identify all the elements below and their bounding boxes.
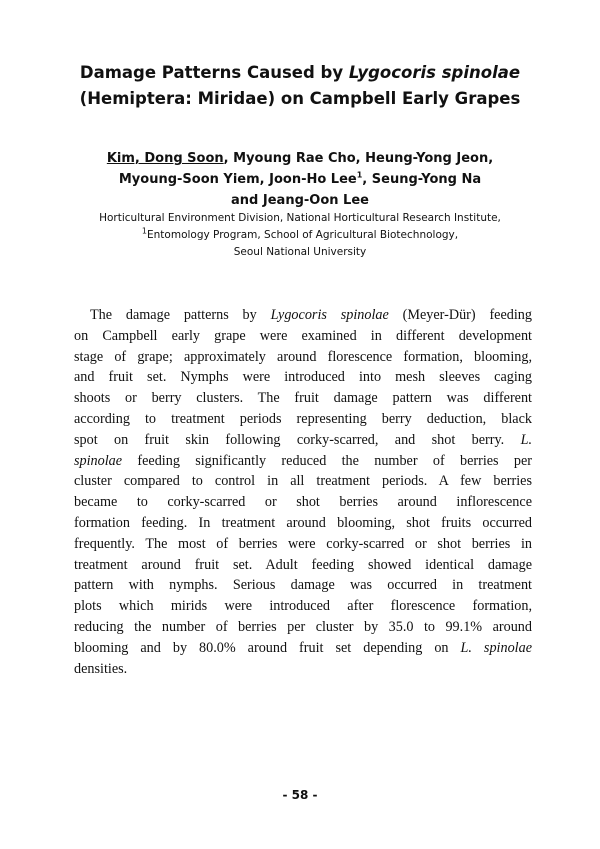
author-line-1 bbox=[40, 148, 560, 169]
abstract-text: spot on fruit skin following corky-scarred, and shot berry. bbox=[74, 431, 521, 448]
author-list bbox=[40, 148, 560, 211]
paper-title bbox=[40, 60, 560, 112]
abstract-line: and fruit set. Nymphs were introduced into mesh sleeves caging bbox=[74, 369, 532, 386]
abstract-line bbox=[74, 638, 532, 659]
abstract-line: reducing the number of berries per cluster by 35.0 to 99.1% around bbox=[74, 618, 532, 635]
title-text: Damage Patterns Caused by bbox=[79, 63, 349, 82]
species-name: spinolae bbox=[74, 452, 123, 469]
abstract-line bbox=[74, 430, 532, 451]
title-species-name: Lygocoris spinolae bbox=[348, 63, 521, 82]
page-number: - 58 - bbox=[282, 788, 318, 802]
abstract-line: stage of grape; approximately around florescence formation, blooming, bbox=[74, 348, 532, 365]
species-name: L. spinolae bbox=[460, 639, 533, 656]
abstract-line: densities. bbox=[74, 660, 128, 677]
abstract-text: The damage patterns by bbox=[90, 307, 271, 323]
author-names: Myoung-Soon Yiem, Joon-Ho Lee bbox=[118, 172, 357, 187]
affiliation-line-2 bbox=[40, 227, 560, 244]
first-author: Kim, Dong Soon bbox=[106, 151, 224, 166]
affiliation-marker: 1 bbox=[141, 226, 148, 236]
affiliation-line-1: Horticultural Environment Division, National Horticultural Research Institute, bbox=[99, 212, 501, 224]
species-name: Lygocoris spinolae bbox=[270, 307, 389, 323]
affiliation-marker: 1 bbox=[356, 170, 363, 180]
abstract-text: blooming and by 80.0% around fruit set depending on bbox=[74, 639, 461, 656]
title-line-2: (Hemiptera: Miridae) on Campbell Early Grapes bbox=[79, 89, 521, 108]
affiliation-line-3: Seoul National University bbox=[233, 246, 367, 258]
abstract-line: shoots or berry clusters. The fruit damage pattern was different bbox=[74, 390, 532, 407]
abstract-line: became to corky-scarred or shot berries around inflorescence bbox=[74, 494, 532, 511]
abstract-line: pattern with nymphs. Serious damage was occurred in treatment bbox=[74, 577, 532, 594]
abstract-body bbox=[74, 305, 532, 679]
abstract-line: frequently. The most of berries were corky-scarred or shot berries in bbox=[74, 535, 532, 552]
abstract-text: feeding significantly reduced the number of berries per bbox=[122, 452, 532, 469]
abstract-line: formation feeding. In treatment around blooming, shot fruits occurred bbox=[74, 514, 532, 531]
affiliation-text: Entomology Program, School of Agricultural Biotechnology, bbox=[147, 229, 459, 241]
abstract-line: treatment around fruit set. Adult feeding showed identical damage bbox=[74, 556, 532, 573]
abstract-line bbox=[74, 451, 532, 472]
title-line-1 bbox=[40, 60, 560, 86]
affiliations bbox=[40, 210, 560, 261]
author-names: , Seung-Yong Na bbox=[362, 172, 482, 187]
abstract-line: according to treatment periods representing berry deduction, black bbox=[74, 410, 532, 427]
abstract-line bbox=[74, 305, 532, 326]
abstract-line: plots which mirids were introduced after florescence formation, bbox=[74, 598, 532, 615]
author-line-2 bbox=[40, 169, 560, 190]
abstract-text: (Meyer-Dür) feeding bbox=[388, 307, 532, 323]
author-names: , Myoung Rae Cho, Heung-Yong Jeon, bbox=[223, 151, 494, 166]
species-name: L. bbox=[520, 431, 532, 448]
abstract-line: on Campbell early grape were examined in different development bbox=[74, 327, 532, 344]
author-line-3: and Jeang-Oon Lee bbox=[231, 193, 369, 208]
abstract-line: cluster compared to control in all treatment periods. A few berries bbox=[74, 473, 532, 490]
